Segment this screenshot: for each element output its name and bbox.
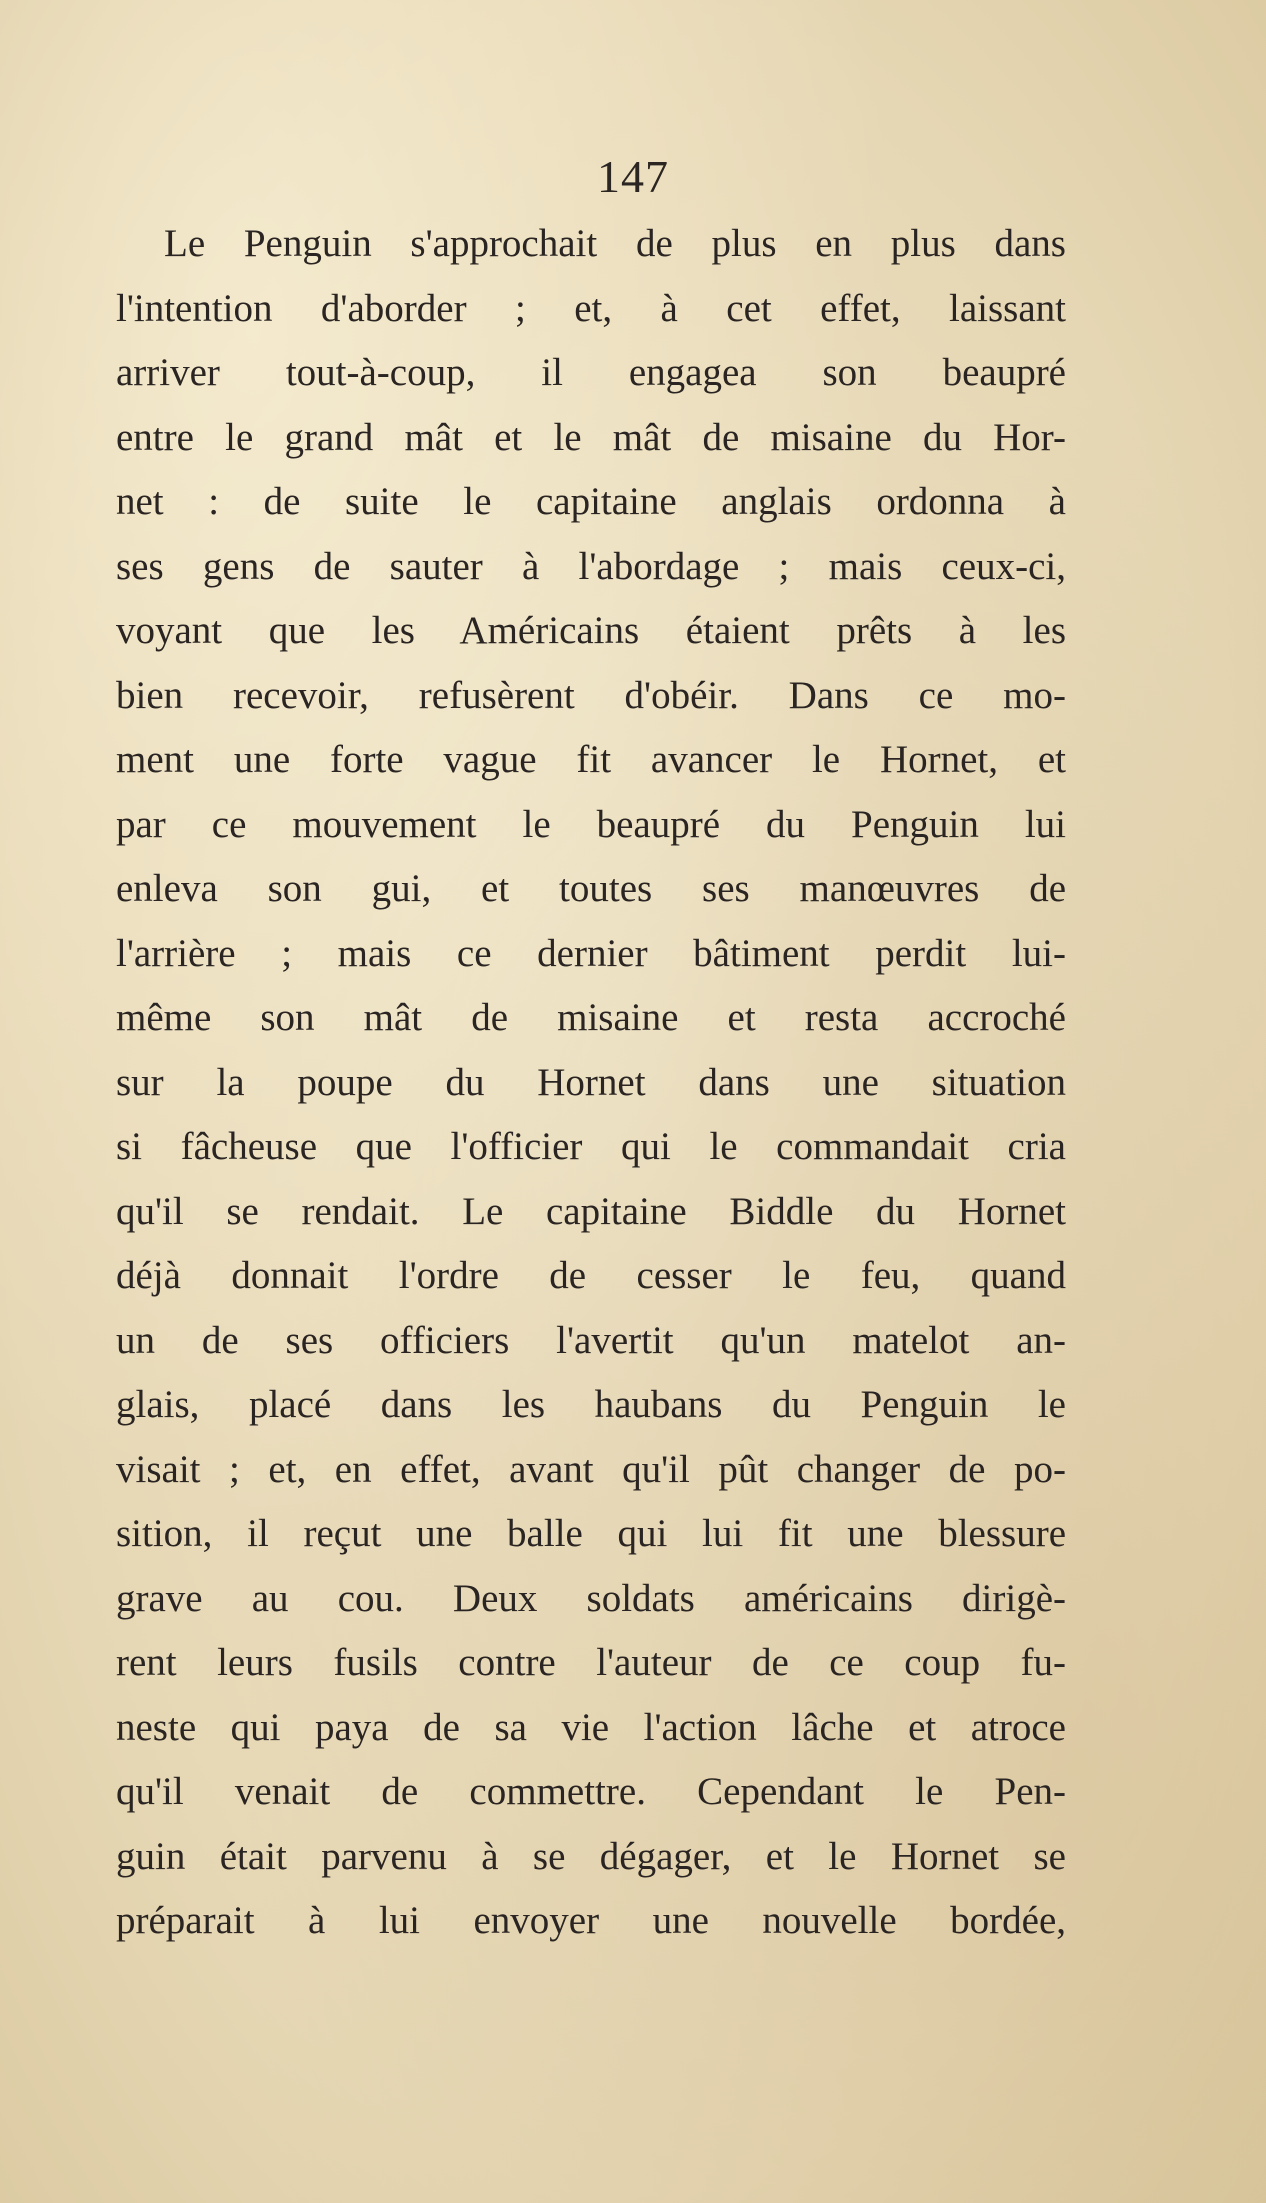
text-line: entre le grand mât et le mât de misaine du Hor-	[116, 415, 1066, 459]
text-line: guin était parvenu à se dégager, et le Hornet se	[116, 1834, 1066, 1878]
text-line: ment une forte vague fit avancer le Hornet, et	[116, 738, 1066, 781]
text-line: déjà donnait l'ordre de cesser le feu, quand	[116, 1254, 1066, 1297]
text-line: sur la poupe du Hornet dans une situation	[116, 1060, 1066, 1104]
text-line: arriver tout-à-coup, il engagea son beaupré	[116, 351, 1066, 394]
text-line: sition, il reçut une balle qui lui fit une blessure	[116, 1512, 1066, 1555]
text-line: grave au cou. Deux soldats américains dirigè-	[116, 1576, 1066, 1620]
text-line: visait ; et, en effet, avant qu'il pût changer de po-	[116, 1447, 1066, 1491]
text-line: qu'il venait de commettre. Cependant le Pen-	[116, 1770, 1066, 1813]
text-line: enleva son gui, et toutes ses manœuvres de	[116, 867, 1066, 910]
text-line: ses gens de sauter à l'abordage ; mais ceux-ci,	[116, 544, 1066, 588]
body-text	[116, 212, 1066, 1954]
text-line: si fâcheuse que l'officier qui le commandait cria	[116, 1125, 1066, 1168]
text-line: bien recevoir, refusèrent d'obéir. Dans ce mo-	[116, 673, 1066, 717]
text-line: neste qui paya de sa vie l'action lâche et atroce	[116, 1705, 1066, 1749]
text-line: même son mât de misaine et resta accroché	[116, 996, 1066, 1039]
text-line: glais, placé dans les haubans du Penguin le	[116, 1383, 1066, 1426]
text-line: net : de suite le capitaine anglais ordonna à	[116, 480, 1066, 523]
text-line: un de ses officiers l'avertit qu'un matelot an-	[116, 1318, 1066, 1362]
text-line: par ce mouvement le beaupré du Penguin lui	[116, 802, 1066, 846]
text-line: Le Penguin s'approchait de plus en plus dans	[164, 222, 1066, 265]
text-line: qu'il se rendait. Le capitaine Biddle du Hornet	[116, 1189, 1066, 1233]
text-line: l'intention d'aborder ; et, à cet effet, laissant	[116, 286, 1066, 330]
page-number: 147	[597, 151, 669, 202]
text-line: l'arrière ; mais ce dernier bâtiment perdit lui-	[116, 931, 1066, 975]
text-line: préparait à lui envoyer une nouvelle bordée,	[116, 1899, 1066, 1942]
text-line: voyant que les Américains étaient prêts à les	[116, 609, 1066, 652]
text-line: rent leurs fusils contre l'auteur de ce coup fu-	[116, 1641, 1066, 1684]
